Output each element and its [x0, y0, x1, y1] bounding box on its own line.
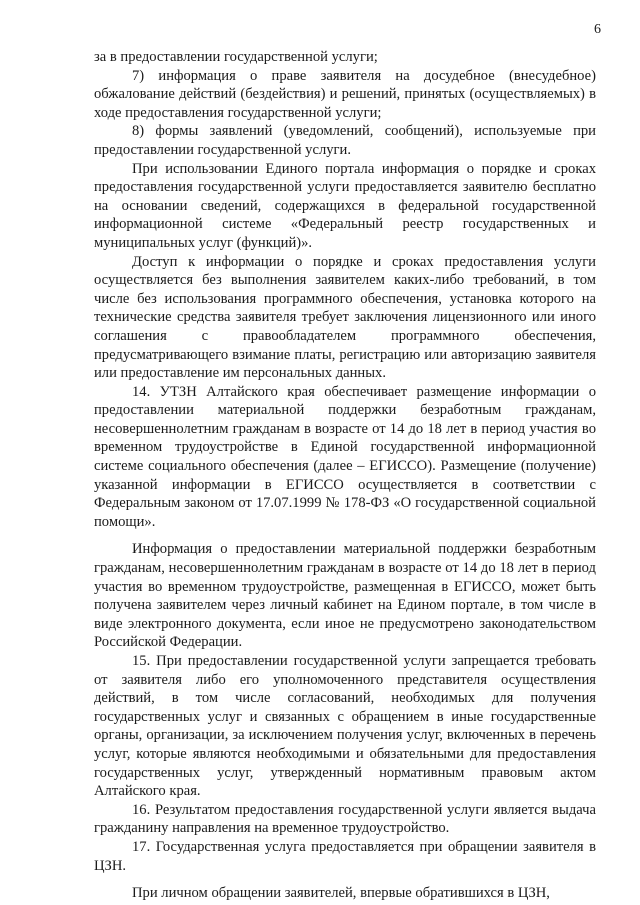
clause-17: 17. Государственная услуга предоставляется при обращении заявителя в ЦЗН. [94, 838, 596, 874]
clause-16: 16. Результатом предоставления государственной услуги является выдача гражданину направления на временное трудоустройство. [94, 801, 596, 837]
document-body [94, 48, 596, 903]
clause-15: 15. При предоставлении государственной услуги запрещается требовать от заявителя либо его уполномоченного представителя осуществления действий, в том числе согласований, необходимых для получения государственных услуг и связанных с обращением в иные государственные органы, организации, за исключением получения услуг, включенных в перечень услуг, которые являются необходимыми и обязательными для предоставления государственных услуг, утвержденный нормативным правовым актом Алтайского края. [94, 653, 596, 800]
paragraph-personal-visit: При личном обращении заявителей, впервые обратившихся в ЦЗН, [132, 885, 550, 902]
list-item-7: 7) информация о праве заявителя на досудебное (внесудебное) обжалование действий (бездействия) и решений, принятых (осуществляемых) в ходе предоставления государственной услуги; [94, 67, 596, 121]
paragraph-continuation: за в предоставлении государственной услуги; [94, 49, 378, 65]
page-number: 6 [594, 22, 601, 37]
clause-14: 14. УТЗН Алтайского края обеспечивает размещение информации о предоставлении материальной поддержки безработным гражданам, несовершеннолетним гражданам в возрасте от 14 до 18 лет в период участия во временном трудоустройстве в Единой государственной информационной системе социального обеспечения (далее – ЕГИССО). Размещение (получение) указанной информации в ЕГИССО осуществляется в соответствии с Федеральным законом от 17.07.1999 № 178-ФЗ «О государственной социальной помощи». [94, 383, 596, 530]
paragraph-access: Доступ к информации о порядке и сроках предоставления услуги осуществляется без выполнения заявителем каких-либо требований, в том числе без использования программного обеспечения, установка которого на технические средства заявителя требует заключения лицензионного или иного соглашения с правообладателем программного обеспечения, предусматривающего взимание платы, регистрацию или авторизацию заявителя или предоставление им персональных данных. [94, 253, 596, 382]
paragraph-unified-portal: При использовании Единого портала информация о порядке и сроках предоставления государственной услуги предоставляется заявителю бесплатно на основании сведений, содержащихся в федеральной государственной информационной системе «Федеральный реестр государственных и муниципальных услуг (функций)». [94, 160, 596, 251]
list-item-8: 8) формы заявлений (уведомлений, сообщений), используемые при предоставлении государственной услуги. [94, 123, 596, 158]
paragraph-egisso-info: Информация о предоставлении материальной поддержки безработным гражданам, несовершеннолетним гражданам в возрасте от 14 до 18 лет в период участия во временном трудоустройстве, размещенная в ЕГИССО, может быть получена заявителем через личный кабинет на Едином портале, в том числе в виде электронного документа, если иное не предусмотрено законодательством Российской Федерации. [94, 541, 596, 651]
